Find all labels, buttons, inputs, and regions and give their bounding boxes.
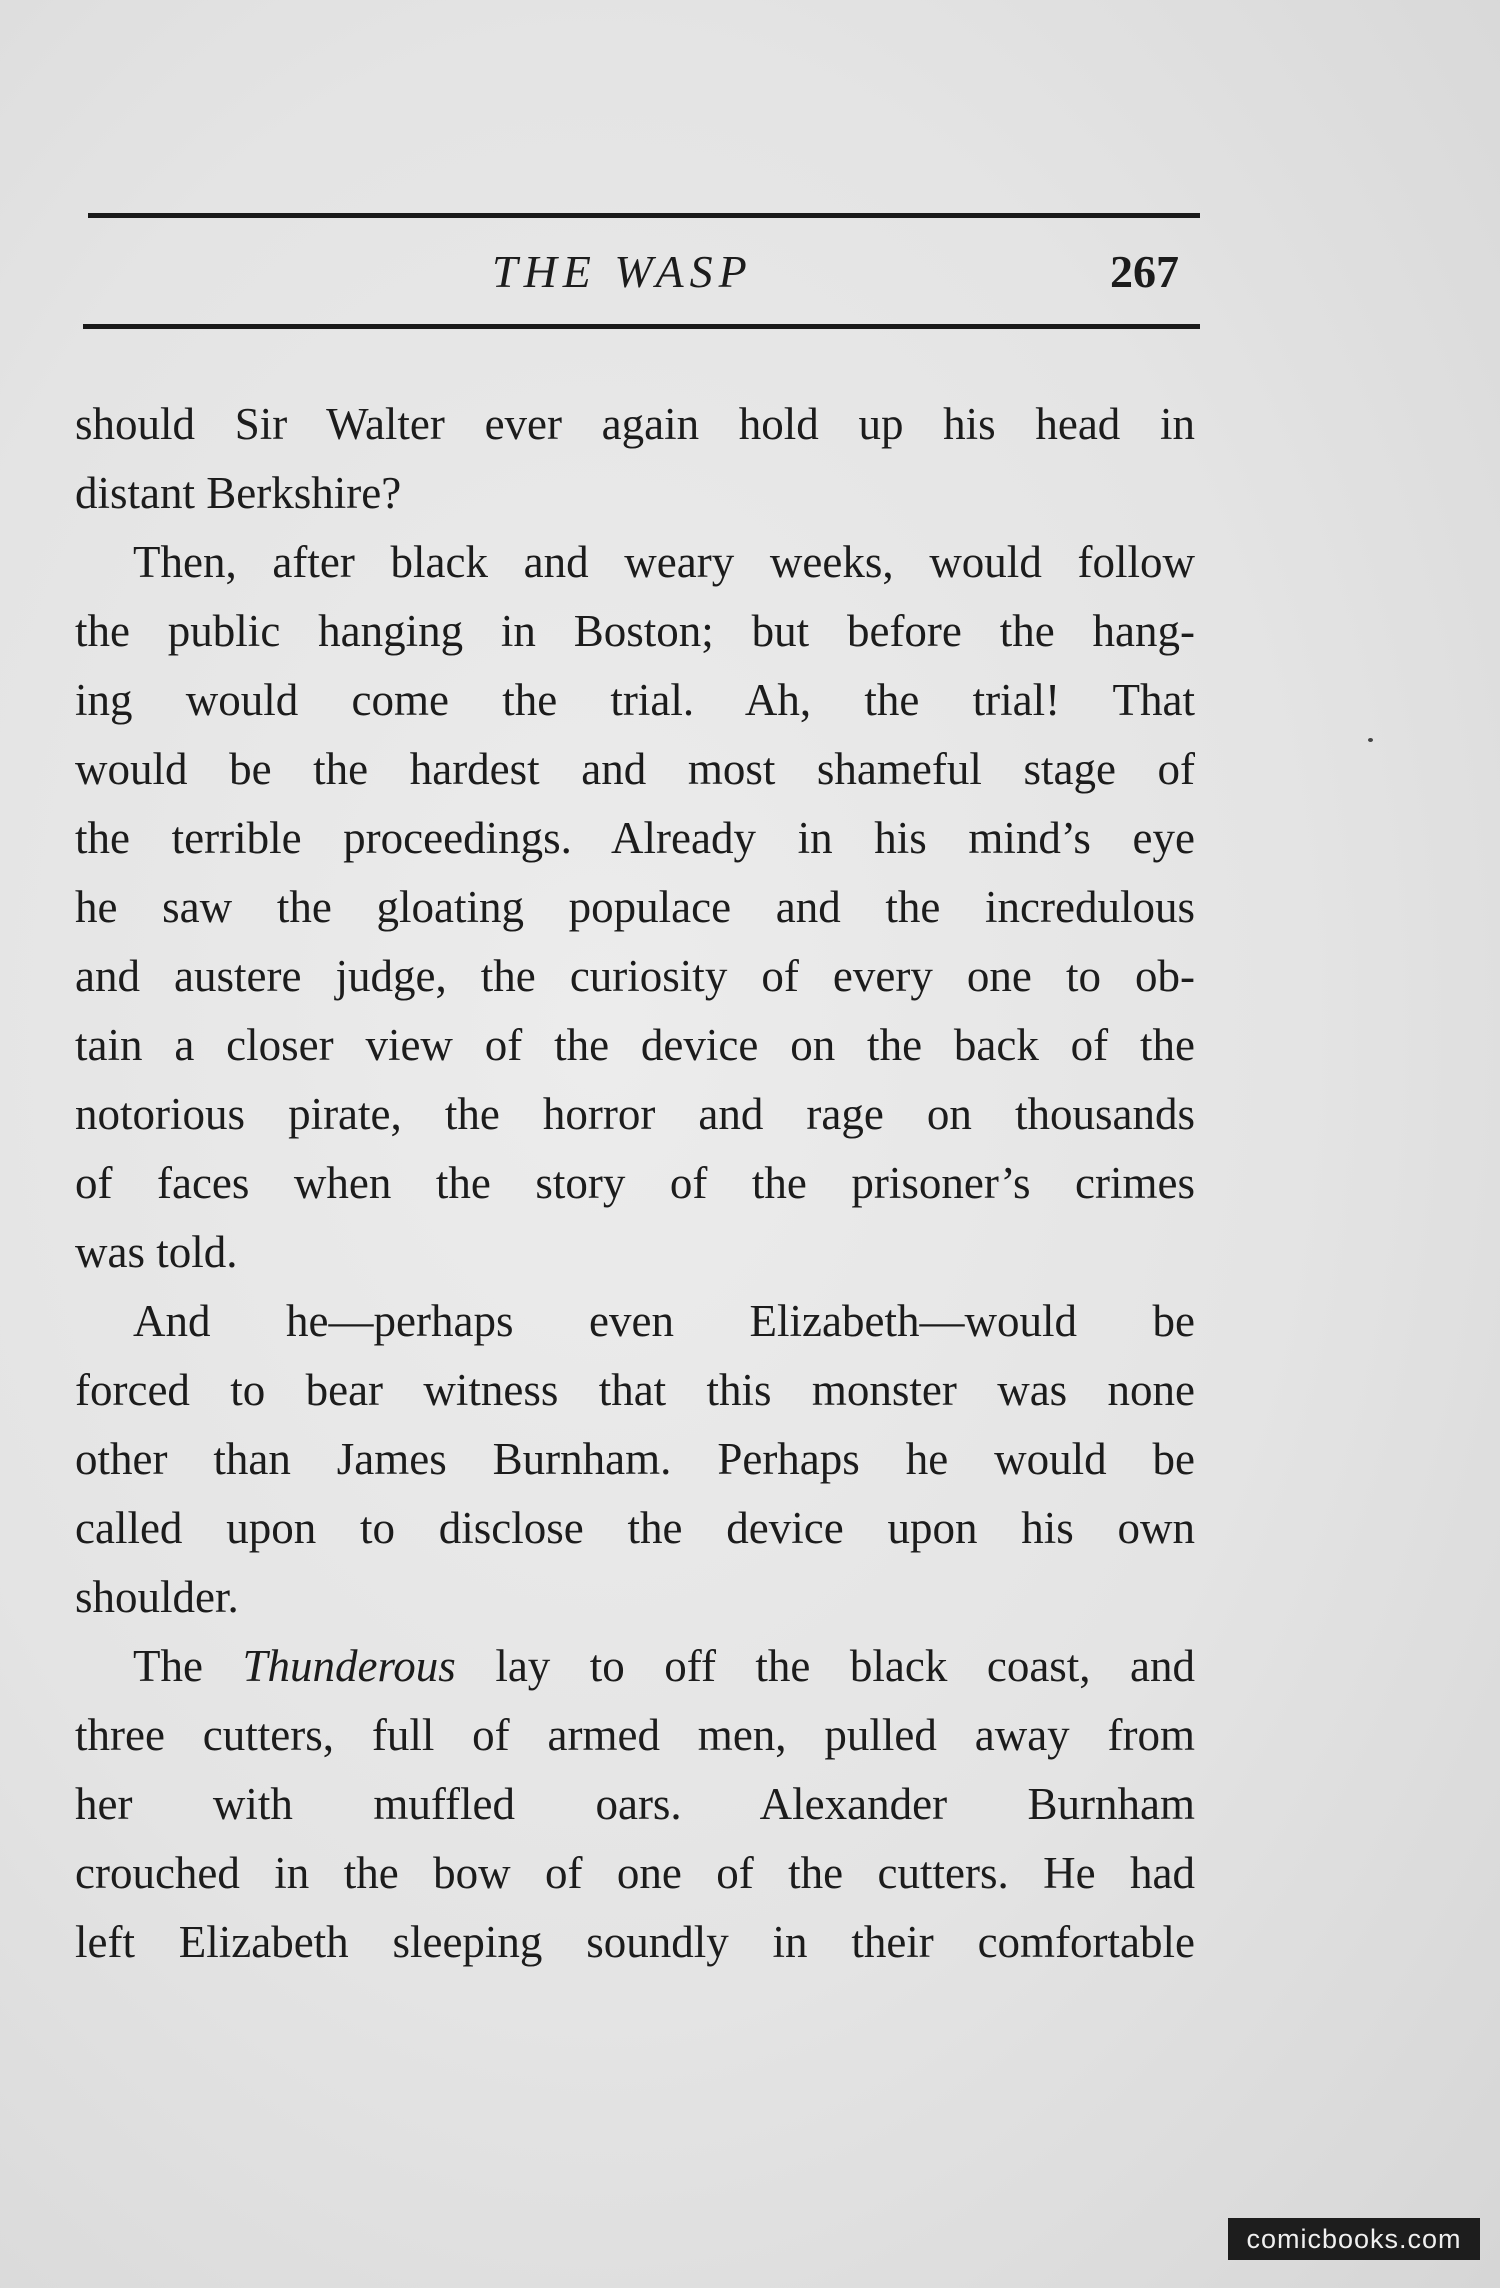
header-bottom-rule: [83, 324, 1200, 329]
text-line: was told.: [75, 1227, 238, 1277]
text-line: distant Berkshire?: [75, 468, 402, 518]
text-line: shoulder.: [75, 1572, 239, 1622]
page-number: 267: [1110, 246, 1179, 297]
ship-name: Thunderous: [242, 1641, 456, 1691]
text-line: he saw the gloating populace and the incredulous: [75, 882, 1195, 932]
paper-speck: [1368, 738, 1373, 742]
text-line: left Elizabeth sleeping soundly in their comfortable: [75, 1917, 1195, 1967]
text-line: of faces when the story of the prisoner’s crimes: [75, 1158, 1195, 1208]
line-remainder: lay to off the black coast, and: [495, 1641, 1196, 1691]
text-line: Then, after black and weary weeks, would follow: [133, 537, 1195, 587]
text-line: forced to bear witness that this monster was none: [75, 1365, 1195, 1415]
text-line: and austere judge, the curiosity of every one to ob-: [75, 951, 1195, 1001]
text-line: called upon to disclose the device upon his own: [75, 1503, 1195, 1553]
line-prefix: The: [133, 1641, 203, 1691]
body-text: [75, 390, 1195, 1977]
text-line: tain a closer view of the device on the back of the: [75, 1020, 1195, 1070]
text-line: would be the hardest and most shameful stage of: [75, 744, 1195, 794]
text-line: her with muffled oars. Alexander Burnham: [75, 1779, 1195, 1829]
text-line: the public hanging in Boston; but before the hang-: [75, 606, 1195, 656]
running-title: THE WASP: [492, 246, 753, 297]
text-line: notorious pirate, the horror and rage on thousands: [75, 1089, 1195, 1139]
watermark: comicbooks.com: [1228, 2218, 1480, 2260]
text-line: crouched in the bow of one of the cutters. He had: [75, 1848, 1195, 1898]
text-line: should Sir Walter ever again hold up his head in: [75, 399, 1195, 449]
text-line: And he—perhaps even Elizabeth—would be: [133, 1296, 1195, 1346]
text-line: the terrible proceedings. Already in his mind’s eye: [75, 813, 1195, 863]
text-line: three cutters, full of armed men, pulled away from: [75, 1710, 1195, 1760]
text-line: other than James Burnham. Perhaps he would be: [75, 1434, 1195, 1484]
header-top-rule: [88, 213, 1200, 218]
text-line-ship: [75, 1632, 1195, 1701]
running-header: [0, 242, 1500, 302]
text-line: ing would come the trial. Ah, the trial! That: [75, 675, 1195, 725]
